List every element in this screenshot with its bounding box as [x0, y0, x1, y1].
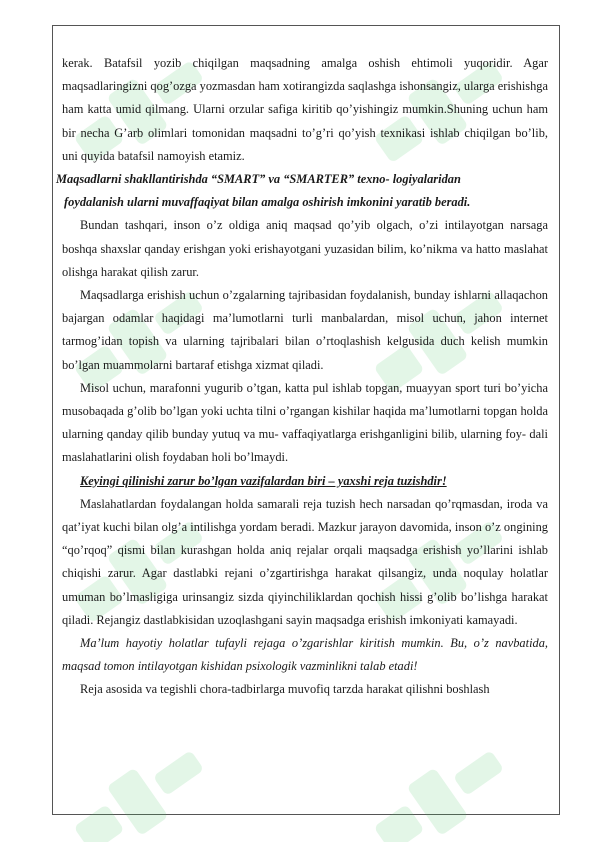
paragraph-continuation: kerak. Batafsil yozib chiqilgan maqsadning amalga oshish ehtimoli yuqoridir. Agar maqsadlaringizni qog’ozga yozmasdan ham xotirangizda saqlashga ishonsangiz, ularga erishishga ham katta umid qilmang. Ularni orzular safiga kiritib qo’yishingiz mumkin.Shuning uchun ham bir necha G’arb olimlari tomonidan maqsadni to’g’ri qo’yish texnikasi ishlab chiqilgan bo’lib, uni quyida batafsil namoyish etamiz. [62, 56, 548, 163]
section-heading-line2: foydalanish ularni muvaffaqiyat bilan amalga oshirish imkonini yaratib beradi. [64, 195, 471, 210]
section-heading-line1: Maqsadlarni shakllantirishda “SMART” va “SMARTER” texno- logiyalaridan [56, 172, 461, 187]
document-body [56, 52, 548, 702]
paragraph-italic-note: Ma’lum hayotiy holatlar tufayli rejaga o’zgarishlar kiritish mumkin. Bu, o’z navbatida, maqsad tomon intilayotgan kishidan psixologik vazminlikni talab etadi! [62, 636, 548, 674]
paragraph-body: Reja asosida va tegishli chora-tadbirlarga muvofiq tarzda harakat qilishni boshlash [80, 682, 490, 697]
section-heading [56, 168, 548, 214]
paragraph-body: Bundan tashqari, inson o’z oldiga aniq maqsad qo’yib olgach, o’zi intilayotgan narsaga boshqa shaxslar qanday erishgan yoki erishayotgani yuzasidan bilim, ko’nikma va hatto maslahat olishga harakat qilish zarur. [62, 218, 548, 279]
paragraph-body: Maslahatlardan foydalangan holda samarali reja tuzish hech narsadan qo’rqmasdan, iroda va qat’iyat kuchi bilan olg’a intilishga yordam beradi. Mazkur jarayon davomida, inson o’z ongining “qo’rqoq” qismi bilan kurashgan holda aniq rejalar orqali maqsadga erishish yo’llarini ishlab chiqishi zarur. Agar dastlabki rejani o’zgartirishga harakat qilsangiz, unda noqulay holatlar umuman bo’lmasligiga urinsangiz sizda qiyinchiliklardan qochish hissi g’olib bo’lishga harakat qiladi. Rejangiz dastlabkisidan uzoqlashgani sayin maqsadga erishish imkoniyati kamayadi. [62, 496, 548, 627]
section-subheading: Keyingi qilinishi zarur bo’lgan vazifalardan biri – yaxshi reja tuzishdir! [80, 473, 447, 488]
paragraph-body: Misol uchun, marafonni yugurib o’tgan, katta pul ishlab topgan, muayyan sport turi bo’yicha musobaqada g’olib bo’lgan yoki uchta tilni o’rgangan kishilar haqida ma’lumotlarni topgan holda ularning qanday qilib bunday yutuq va mu- vaffaqiyatlarga erishganligini bilib, ularning foy- dali maslahatlarini olish foydaban holi bo’lmaydi. [62, 380, 548, 465]
paragraph-body: Maqsadlarga erishish uchun o’zgalarning tajribasidan foydalanish, bunday ishlarni allaqachon bajargan odamlar haqidagi ma’lumotlarni turli manbalardan, misol uchun, jahon internet tarmog’idan topish va ularning tajribalari bilan o’rtoqlashish kelgusida duch kelish mumkin bo’lgan muammolarni bartaraf etishga xizmat qiladi. [62, 288, 548, 372]
